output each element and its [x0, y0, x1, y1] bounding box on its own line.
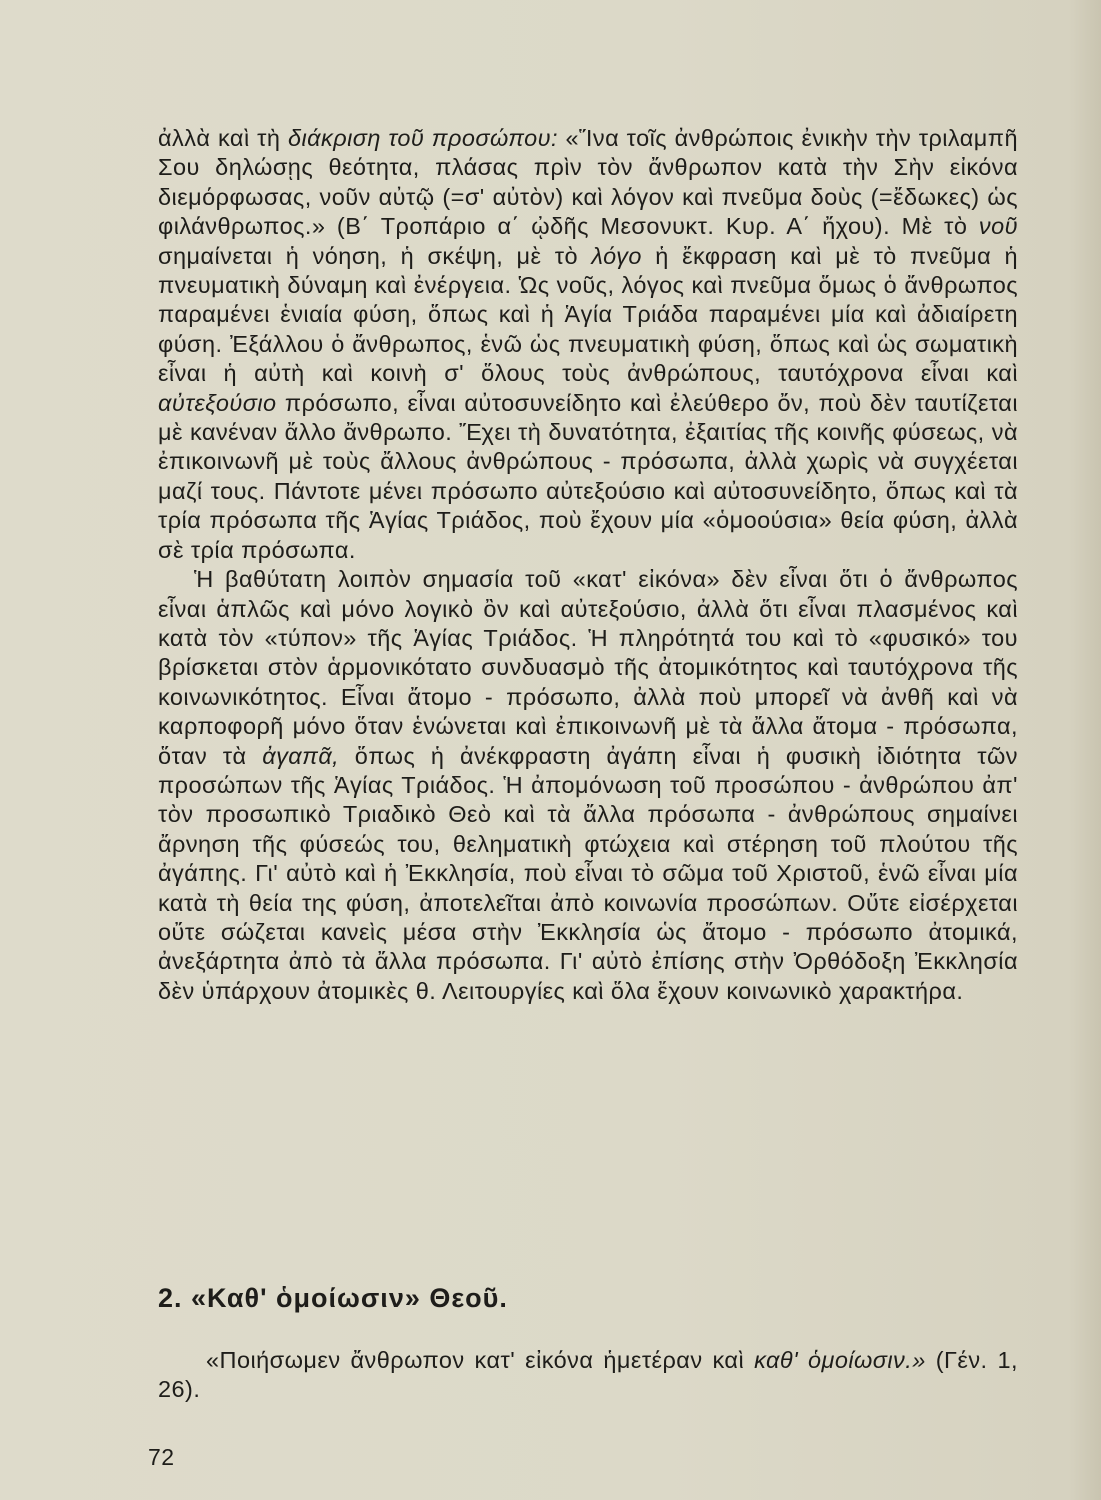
italic-run: νοῦ	[978, 213, 1018, 240]
paragraph-1	[158, 124, 1018, 565]
text-run: ὅπως ἡ ἀνέκφραστη ἀγάπη εἶναι ἡ φυσικὴ ἰδιότητα τῶν προσώπων τῆς Ἁγίας Τριάδος. Ἡ ἀπομόνωση τοῦ προσώπου - ἀνθρώπου ἀπ' τὸν προσωπικὸ Τριαδικὸ Θεὸ καὶ τὰ ἄλλα πρόσωπα - ἀνθρώπους σημαίνει ἄρνηση τῆς φύσεώς του, θεληματικὴ φτώχεια καὶ στέρηση τοῦ πλούτου τῆς ἀγάπης. Γι' αὐτὸ καὶ ἡ Ἐκκλησία, ποὺ εἶναι τὸ σῶμα τοῦ Χριστοῦ, ἑνῶ εἶναι μία κατὰ τὴ θεία της φύση, ἀποτελεῖται ἀπὸ κοινωνία προσώπων. Οὔτε εἰσέρχεται οὔτε σώζεται κανεὶς μέσα στὴν Ἐκκλησία ὡς ἄτομο - πρόσωπο ἀτομικά, ἀνεξάρτητα ἀπὸ τὰ ἄλλα πρόσωπα. Γι' αὐτὸ ἐπίσης στὴν Ὀρθόδοξη Ἐκκλησία δὲν ὑπάρχουν ἀτομικὲς θ. Λειτουργίες καὶ ὅλα ἔχουν κοινωνικὸ χαρακτήρα.	[158, 742, 1018, 1004]
italic-run: ἀγαπᾶ,	[262, 742, 340, 769]
text-run: Ἡ βαθύτατη λοιπὸν σημασία τοῦ «κατ' εἰκόνα» δὲν εἶναι ὅτι ὁ ἄνθρωπος εἶναι ἁπλῶς καὶ μόνο λογικὸ ὂν καὶ αὐτεξούσιο, ἀλλὰ ὅτι εἶναι πλασμένος καὶ κατὰ τὸν «τύπον» τῆς Ἁγίας Τριάδος. Ἡ πληρότητά του καὶ τὸ «φυσικό» του βρίσκεται στὸν ἁρμονικότατο συνδυασμὸ τῆς ἀτομικότητος καὶ ταυτόχρονα τῆς κοινωνικότητος. Εἶναι ἄτομο - πρόσωπο, ἀλλὰ ποὺ μπορεῖ νὰ ἀνθῆ καὶ νὰ καρποφορῆ μόνο ὅταν ἑνώνεται καὶ ἐπικοινωνῆ μὲ τὰ ἄλλα ἄτομα - πρόσωπα, ὅταν τὰ	[158, 566, 1018, 769]
body-text	[158, 124, 1018, 1006]
text-run: πρόσωπο, εἶναι αὐτοσυνείδητο καὶ ἐλεύθερο ὄν, ποὺ δὲν ταυτίζεται μὲ κανέναν ἄλλο ἄνθρωπο. Ἔχει τὴ δυνατότητα, ἐξαιτίας τῆς κοινῆς φύσεως, νὰ ἐπικοινωνῆ μὲ τοὺς ἄλλους ἀνθρώπους - πρόσωπα, ἀλλὰ χωρὶς νὰ συγχέεται μαζί τους. Πάντοτε μένει πρόσωπο αὐτεξούσιο καὶ αὐτοσυνείδητο, ὅπως καὶ τὰ τρία πρόσωπα τῆς Ἁγίας Τριάδος, ποὺ ἔχουν μία «ὁμοούσια» θεία φύση, ἀλλὰ σὲ τρία πρόσωπα.	[158, 389, 1018, 563]
italic-run: λόγο	[591, 242, 642, 269]
text-run: ἀλλὰ καὶ τὴ	[158, 125, 288, 151]
italic-run: διάκριση τοῦ προσώπου:	[287, 125, 558, 151]
text-run: ἡ ἔκφραση καὶ μὲ τὸ πνεῦμα ἡ πνευματικὴ δύναμη καὶ ἐνέργεια. Ὡς νοῦς, λόγος καὶ πνεῦμα ὅμως ὁ ἄνθρωπος παραμένει ἑνιαία φύση, ὅπως καὶ ἡ Ἁγία Τριάδα παραμένει μία καὶ ἀδιαίρετη φύση. Ἐξάλλου ὁ ἄνθρωπος, ἑνῶ ὡς πνευματικὴ φύση, ὅπως καὶ ὡς σωματικὴ εἶναι ἡ αὐτὴ καὶ κοινὴ σ' ὅλους τοὺς ἀνθρώπους, ταυτόχρονα εἶναι καὶ	[158, 242, 1018, 387]
paragraph-2	[158, 565, 1018, 1006]
text-run: «Ποιήσωμεν ἄνθρωπον κατ' εἰκόνα ἡμετέραν καὶ	[206, 1347, 755, 1373]
text-run: (Γέν. 1, 26).	[158, 1347, 1018, 1403]
section-heading: 2. «Καθ' ὁμοίωσιν» Θεοῦ.	[158, 1283, 508, 1313]
text-run: σημαίνεται ἡ νόηση, ἡ σκέψη, μὲ τὸ	[158, 242, 592, 269]
scripture-quote	[158, 1346, 1018, 1405]
italic-run: καθ' ὁμοίωσιν.»	[754, 1347, 926, 1373]
text-run: «Ἵνα τοῖς ἀνθρώποις ἐνικὴν τὴν τριλαμπῆ Σου δηλώσῃς θεότητα, πλάσας πρὶν τὸν ἄνθρωπον κατὰ τὴν Σὴν εἰκόνα διεμόρφωσας, νοῦν αὐτῷ (=σ' αὐτὸν) καὶ λόγον καὶ πνεῦμα δοὺς (=ἔδωκες) ὡς φιλάνθρωπος.» (Β΄ Τροπάριο α΄ ᾠδῆς Μεσονυκτ. Κυρ. Α΄ ἤχου). Μὲ τὸ	[158, 125, 1018, 240]
page-number: 72	[148, 1444, 175, 1470]
italic-run: αὐτεξούσιο	[158, 389, 277, 416]
